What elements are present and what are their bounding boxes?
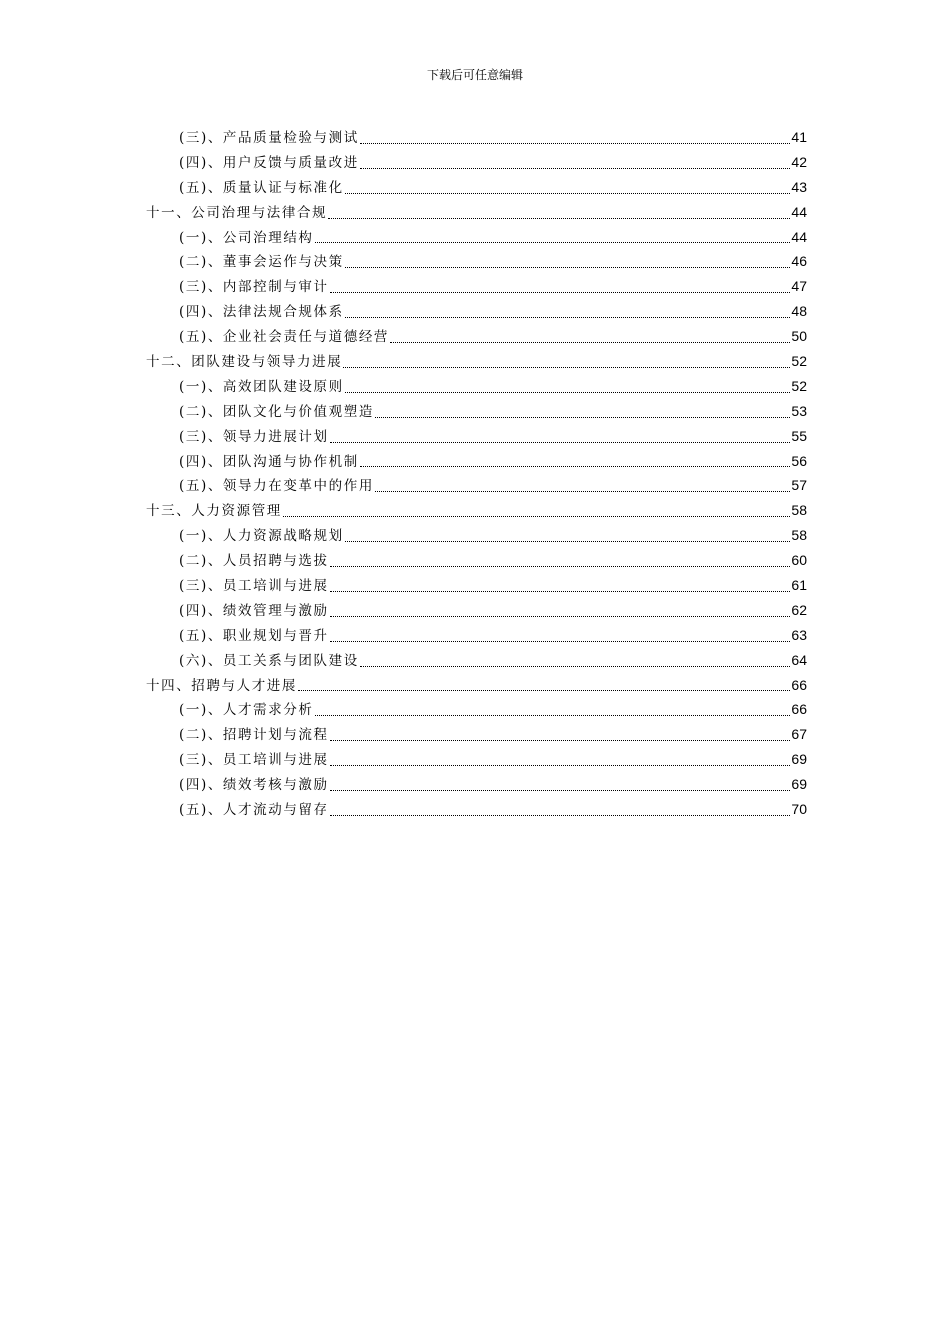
toc-entry-title: 十三、人力资源管理 <box>146 503 282 520</box>
toc-page-number: 61 <box>791 577 807 594</box>
toc-dot-leader <box>360 465 791 467</box>
toc-page-number: 47 <box>791 278 807 295</box>
toc-dot-leader <box>330 291 791 293</box>
toc-entry-title: (三)、员工培训与进展 <box>179 752 329 769</box>
toc-section-entry[interactable] <box>146 598 807 623</box>
toc-page-number: 46 <box>791 253 807 270</box>
toc-dot-leader <box>343 366 790 368</box>
toc-entry-title: (一)、人才需求分析 <box>179 702 314 719</box>
toc-dot-leader <box>390 341 790 343</box>
toc-page-number: 57 <box>791 477 807 494</box>
toc-page-number: 53 <box>791 402 807 419</box>
toc-entry-title: (四)、绩效管理与激励 <box>179 602 329 619</box>
toc-section-entry[interactable] <box>146 473 807 498</box>
toc-page-number: 43 <box>791 178 807 195</box>
toc-page-number: 52 <box>791 377 807 394</box>
toc-dot-leader <box>330 739 791 741</box>
toc-dot-leader <box>298 689 790 691</box>
toc-section-entry[interactable] <box>146 697 807 722</box>
toc-page-number: 55 <box>791 427 807 444</box>
toc-page-number: 44 <box>791 203 807 220</box>
toc-dot-leader <box>345 192 791 194</box>
toc-section-entry[interactable] <box>146 150 807 175</box>
toc-section-entry[interactable] <box>146 274 807 299</box>
toc-dot-leader <box>345 391 791 393</box>
toc-page-number: 56 <box>791 452 807 469</box>
toc-section-entry[interactable] <box>146 175 807 200</box>
toc-entry-title: (一)、高效团队建设原则 <box>179 378 344 395</box>
toc-dot-leader <box>330 764 791 766</box>
toc-section-entry[interactable] <box>146 374 807 399</box>
toc-entry-title: (二)、人员招聘与选拔 <box>179 553 329 570</box>
toc-dot-leader <box>330 565 791 567</box>
toc-dot-leader <box>360 167 791 169</box>
toc-entry-title: (三)、员工培训与进展 <box>179 578 329 595</box>
toc-page-number: 69 <box>791 776 807 793</box>
toc-dot-leader <box>330 789 791 791</box>
toc-page-number: 64 <box>791 651 807 668</box>
toc-entry-title: (二)、董事会运作与决策 <box>179 254 344 271</box>
toc-dot-leader <box>315 714 791 716</box>
toc-entry-title: 十二、团队建设与领导力进展 <box>146 354 343 371</box>
toc-dot-leader <box>330 590 791 592</box>
toc-dot-leader <box>330 814 791 816</box>
toc-dot-leader <box>330 640 791 642</box>
toc-page-number: 50 <box>791 328 807 345</box>
toc-entry-title: (五)、质量认证与标准化 <box>179 179 344 196</box>
toc-chapter-entry[interactable] <box>146 349 807 374</box>
toc-page-number: 63 <box>791 626 807 643</box>
toc-section-entry[interactable] <box>146 523 807 548</box>
toc-dot-leader <box>330 441 791 443</box>
toc-entry-title: (三)、内部控制与审计 <box>179 279 329 296</box>
toc-entry-title: (三)、领导力进展计划 <box>179 428 329 445</box>
toc-entry-title: (二)、招聘计划与流程 <box>179 727 329 744</box>
toc-page-number: 62 <box>791 601 807 618</box>
toc-dot-leader <box>345 540 791 542</box>
toc-entry-title: (五)、人才流动与留存 <box>179 802 329 819</box>
toc-section-entry[interactable] <box>146 424 807 449</box>
toc-section-entry[interactable] <box>146 449 807 474</box>
toc-dot-leader <box>328 217 790 219</box>
toc-section-entry[interactable] <box>146 797 807 822</box>
toc-page-number: 42 <box>791 153 807 170</box>
toc-page-number: 60 <box>791 552 807 569</box>
toc-dot-leader <box>360 665 791 667</box>
toc-dot-leader <box>283 515 791 517</box>
toc-section-entry[interactable] <box>146 747 807 772</box>
toc-page-number: 41 <box>791 129 807 145</box>
toc-section-entry[interactable] <box>146 125 807 150</box>
toc-dot-leader <box>375 416 790 418</box>
toc-page-number: 44 <box>791 228 807 245</box>
toc-page-number: 48 <box>791 303 807 320</box>
toc-page-number: 58 <box>791 502 807 519</box>
toc-entry-title: (四)、法律法规合规体系 <box>179 304 344 321</box>
toc-entry-title: 十一、公司治理与法律合规 <box>146 204 328 221</box>
toc-dot-leader <box>330 615 791 617</box>
toc-page-number: 66 <box>791 676 807 693</box>
toc-entry-title: (五)、企业社会责任与道德经营 <box>179 329 390 346</box>
toc-entry-title: (四)、用户反馈与质量改进 <box>179 154 359 171</box>
toc-section-entry[interactable] <box>146 548 807 573</box>
toc-dot-leader <box>375 490 790 492</box>
toc-section-entry[interactable] <box>146 648 807 673</box>
toc-dot-leader <box>345 266 791 268</box>
toc-page-number: 67 <box>791 726 807 743</box>
page-header: 下载后可任意编辑 <box>426 68 523 82</box>
toc-page-number: 70 <box>791 801 807 818</box>
toc-entry-title: (三)、产品质量检验与测试 <box>179 130 359 146</box>
toc-chapter-entry[interactable] <box>146 200 807 225</box>
toc-page-number: 69 <box>791 751 807 768</box>
toc-page-number: 52 <box>791 353 807 370</box>
toc-section-entry[interactable] <box>146 399 807 424</box>
toc-chapter-entry[interactable] <box>146 673 807 698</box>
toc-page-number: 58 <box>791 527 807 544</box>
toc-entry-title: (四)、团队沟通与协作机制 <box>179 453 359 470</box>
toc-section-entry[interactable] <box>146 722 807 747</box>
toc-entry-title: (二)、团队文化与价值观塑造 <box>179 403 374 420</box>
toc-section-entry[interactable] <box>146 623 807 648</box>
toc-dot-leader <box>360 142 791 144</box>
toc-chapter-entry[interactable] <box>146 498 807 523</box>
toc-entry-title: (一)、公司治理结构 <box>179 229 314 246</box>
toc-section-entry[interactable] <box>146 299 807 324</box>
toc-section-entry[interactable] <box>146 249 807 274</box>
toc-section-entry[interactable] <box>146 225 807 250</box>
toc-entry-title: 十四、招聘与人才进展 <box>146 677 297 694</box>
table-of-contents <box>146 125 807 822</box>
toc-dot-leader <box>345 316 791 318</box>
toc-section-entry[interactable] <box>146 573 807 598</box>
toc-section-entry[interactable] <box>146 772 807 797</box>
toc-entry-title: (五)、领导力在变革中的作用 <box>179 478 374 495</box>
toc-page-number: 66 <box>791 701 807 718</box>
toc-entry-title: (四)、绩效考核与激励 <box>179 777 329 794</box>
toc-entry-title: (一)、人力资源战略规划 <box>179 528 344 545</box>
toc-entry-title: (五)、职业规划与晋升 <box>179 627 329 644</box>
toc-entry-title: (六)、员工关系与团队建设 <box>179 652 359 669</box>
toc-dot-leader <box>315 241 791 243</box>
toc-section-entry[interactable] <box>146 324 807 349</box>
